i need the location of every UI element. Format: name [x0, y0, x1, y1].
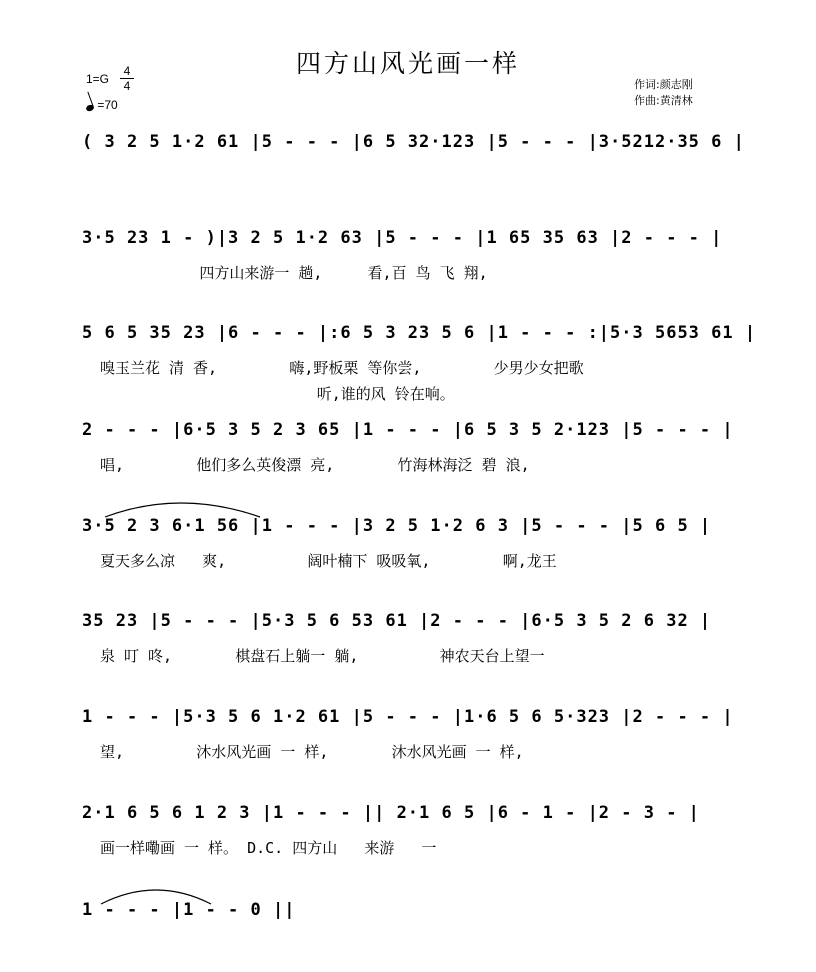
notation-row-4: 2 - - - |6·5 3 5 2 3 65 |1 - - - |6 5 3 5 2·123 |5 - - - | — [82, 420, 734, 440]
notation-row-6: 35 23 |5 - - - |5·3 5 6 53 61 |2 - - - |6·5 3 5 2 6 32 | — [82, 611, 712, 631]
notation-row-8: 2·1 6 5 6 1 2 3 |1 - - - || 2·1 6 5 |6 - 1 - |2 - 3 - | — [82, 803, 700, 823]
notation-row-5: 3·5 2 3 6·1 56 |1 - - - |3 2 5 1·2 6 3 |5 - - - |5 6 5 | — [82, 516, 712, 536]
notation-row-1: ( 3 2 5 1·2 61 |5 - - - |6 5 32·123 |5 - - - |3·5212·35 6 | — [82, 132, 745, 152]
song-title: 四方山风光画一样 — [295, 49, 520, 78]
time-signature-top: 4 — [123, 64, 131, 78]
time-signature-bottom: 4 — [123, 79, 131, 93]
time-signature — [120, 65, 134, 92]
tempo-value: =70 — [97, 98, 118, 112]
tempo-marking — [86, 98, 118, 112]
notation-row-2: 3·5 23 1 - )|3 2 5 1·2 63 |5 - - - |1 65 35 63 |2 - - - | — [82, 228, 723, 248]
lyric-row-6: 泉 叮 咚, 棋盘石上躺一 躺, 神农天台上望一 — [100, 647, 545, 665]
lyric-row-3: 嗅玉兰花 清 香, 嗨,野板栗 等你尝, 少男少女把歌 — [100, 359, 584, 377]
score-row-1 — [82, 132, 745, 204]
key-signature: 1=G — [86, 72, 110, 86]
lyric-row-4: 唱, 他们多么英俊漂 亮, 竹海林海泛 碧 浪, — [100, 456, 530, 474]
score-row-3 — [82, 323, 757, 403]
notation-row-9: 1 - - - |1 - - 0 || — [82, 900, 296, 920]
score-row-8 — [82, 803, 742, 875]
lyric-row-8: 画一样嘞画 一 样。 D.C. 四方山 来游 一 — [100, 839, 437, 857]
lyric-row-3b: 听,谁的风 铃在响。 — [100, 385, 455, 403]
composer: 作曲:黄清林 — [634, 94, 693, 107]
lyric-row-7: 望, 沐水风光画 一 样, 沐水风光画 一 样, — [100, 743, 524, 761]
lyric-row-5: 夏天多么凉 爽, 阔叶楠下 吸吸氧, 啊,龙王 — [100, 552, 557, 570]
score-row-5 — [82, 516, 742, 588]
slur-arc-2 — [96, 880, 226, 910]
lyric-row-2: 四方山来游一 趟, 看,百 鸟 飞 翔, — [100, 264, 488, 282]
score-row-6 — [82, 611, 742, 683]
notation-row-3: 5 6 5 35 23 |6 - - - |:6 5 3 23 5 6 |1 - - - :|5·3 5653 61 | — [82, 323, 757, 343]
notation-row-7: 1 - - - |5·3 5 6 1·2 61 |5 - - - |1·6 5 6 5·323 |2 - - - | — [82, 707, 734, 727]
quarter-note-icon — [85, 104, 95, 112]
score-row-9 — [82, 900, 742, 972]
score-row-7 — [82, 707, 742, 779]
lyricist: 作词:颜志刚 — [634, 78, 693, 91]
score-row-4 — [82, 420, 742, 492]
slur-arc-1 — [100, 495, 270, 525]
score-row-2 — [82, 228, 742, 300]
credits — [634, 77, 693, 109]
